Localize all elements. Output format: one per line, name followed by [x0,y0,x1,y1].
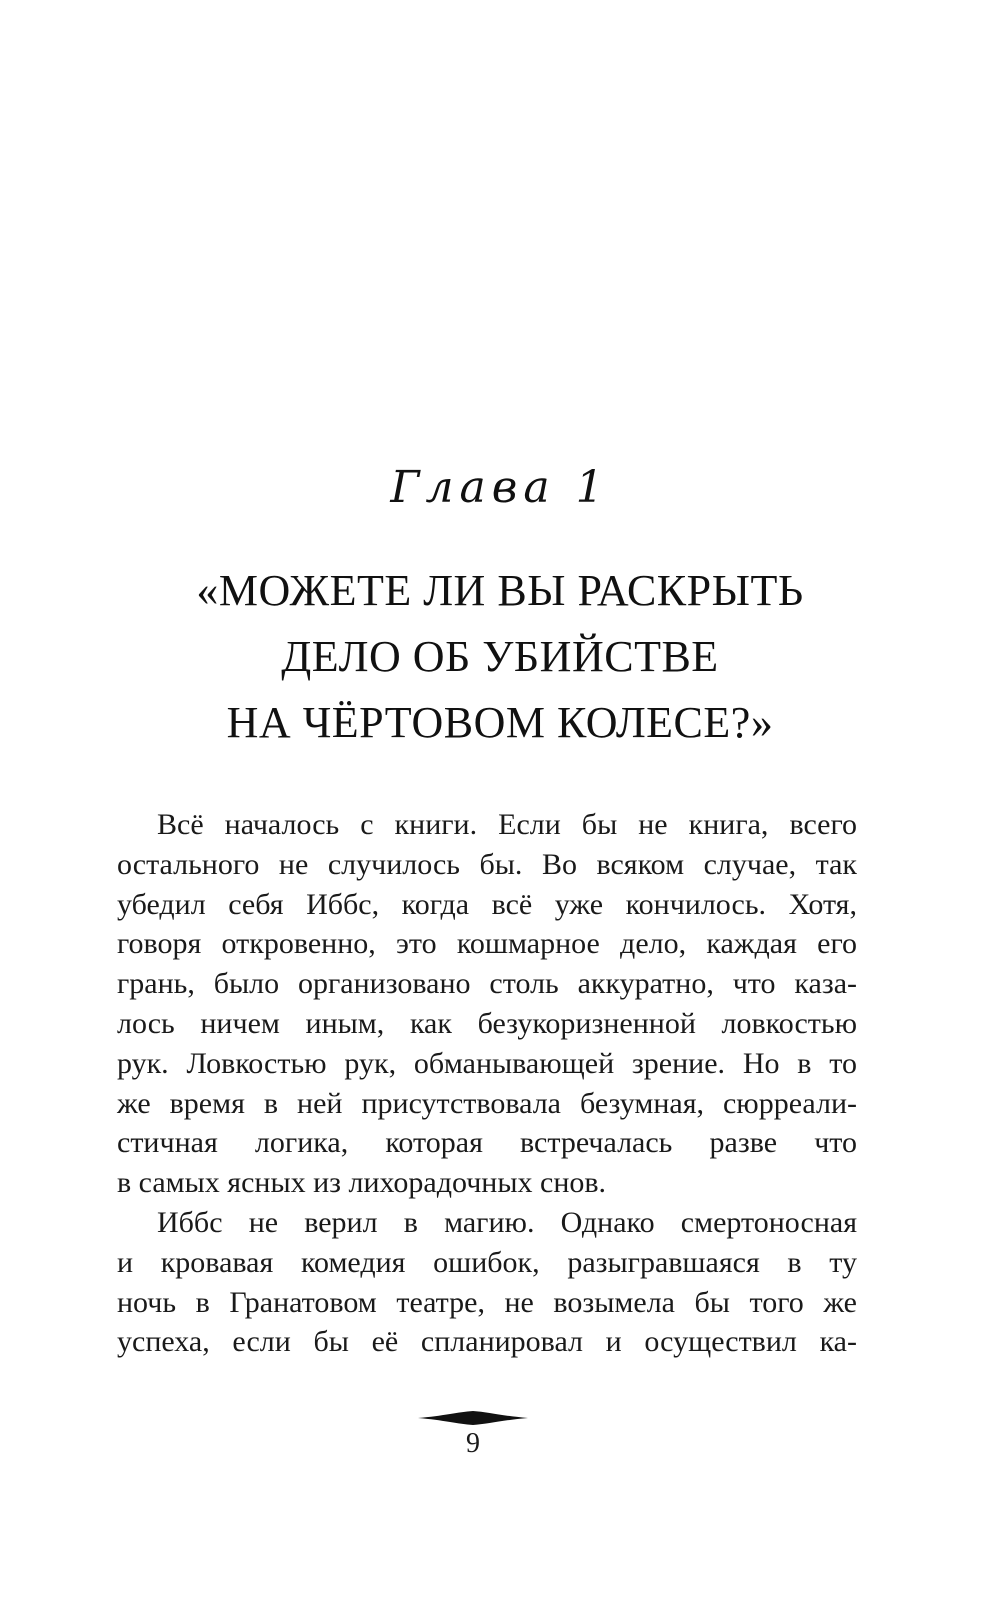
text-line: стичная логика, которая встречалась разве что [117,1126,857,1160]
chapter-title [100,558,900,756]
text-line: лось ничем иным, как безукоризненной ловкостью [117,1006,857,1040]
paragraph [117,805,857,1203]
text-line: же время в ней присутствовала безумная, сюрреали- [117,1086,857,1120]
ornament-divider-icon [418,1408,528,1428]
paragraph [117,1203,857,1362]
text-line: успеха, если бы её спланировал и осуществил ка- [117,1325,857,1359]
text-line: и кровавая комедия ошибок, разыгравшаяся в ту [117,1245,857,1279]
text-line: Всё началось с книги. Если бы не книга, всего [157,808,857,841]
text-line: грань, было организовано столь аккуратно, что каза- [117,967,857,1001]
text-line: убедил себя Иббс, когда всё уже кончилось. Хотя, [117,887,857,921]
chapter-title-line: НА ЧЁРТОВОМ КОЛЕСЕ?» [226,698,774,747]
text-line: в самых ясных из лихорадочных снов. [117,1166,607,1200]
text-line: рук. Ловкостью рук, обманывающей зрение. Но в то [117,1046,857,1080]
body-text [117,805,857,1362]
text-line: ночь в Гранатовом театре, не возымела бы того же [117,1285,857,1319]
chapter-title-line: ДЕЛО ОБ УБИЙСТВЕ [281,632,719,681]
text-line: остального не случилось бы. Во всяком случае, так [117,847,857,881]
chapter-label: Глава 1 [390,462,610,513]
chapter-title-line: «МОЖЕТЕ ЛИ ВЫ РАСКРЫТЬ [196,566,804,615]
text-line: Иббс не верил в магию. Однако смертоносная [157,1205,857,1239]
page-number: 9 [466,1428,480,1459]
text-line: говоря откровенно, это кошмарное дело, каждая его [117,927,857,961]
